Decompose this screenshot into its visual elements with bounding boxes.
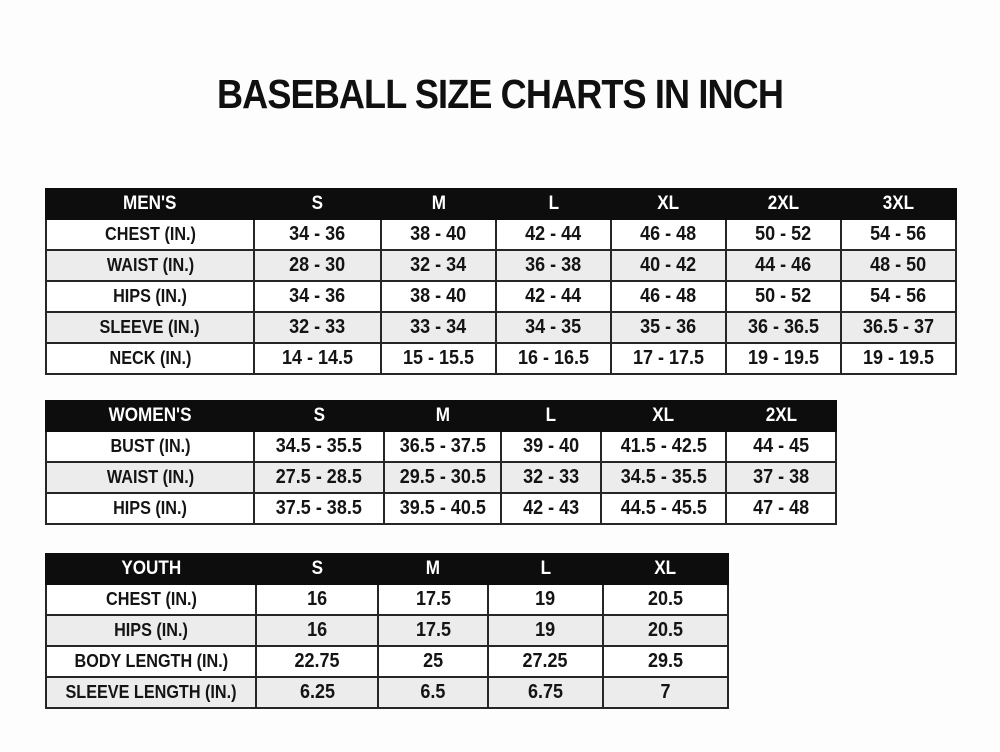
womens-size-value-cell <box>254 493 384 524</box>
size-value-text: 34.5 - 35.5 <box>275 435 363 457</box>
header-label: S <box>311 193 324 214</box>
mens-size-value-cell <box>254 281 381 312</box>
size-value-text: 14 - 14.5 <box>281 347 354 369</box>
mens-size-value-cell <box>841 281 956 312</box>
mens-size-value-cell <box>381 250 496 281</box>
header-label: YOUTH <box>121 558 181 579</box>
womens-measurement-label <box>46 431 254 462</box>
youth-size-value-cell <box>256 584 378 615</box>
size-value-text: 34.5 - 35.5 <box>620 466 707 488</box>
mens-size-value-cell <box>726 312 841 343</box>
size-value-text: 22.75 <box>294 650 340 672</box>
mens-size-value-cell <box>611 281 726 312</box>
mens-size-value-cell <box>611 250 726 281</box>
header-label: XL <box>652 405 675 426</box>
womens-size-table <box>45 400 837 525</box>
size-value-text: 44 - 45 <box>752 435 810 457</box>
womens-size-value-cell <box>384 462 501 493</box>
size-value-text: 39.5 - 40.5 <box>399 497 486 519</box>
womens-size-value-cell <box>726 462 836 493</box>
womens-size-value-cell <box>726 493 836 524</box>
size-value-text: 27.25 <box>522 650 569 672</box>
mens-table-row <box>46 250 956 281</box>
measurement-label-text: CHEST (IN.) <box>105 589 197 609</box>
measurement-label-text: NECK (IN.) <box>109 348 191 368</box>
mens-table-grid <box>45 188 957 375</box>
size-value-text: 36 - 38 <box>525 254 582 276</box>
header-label: S <box>313 405 325 426</box>
mens-size-table <box>45 188 957 375</box>
size-value-text: 33 - 34 <box>410 316 467 338</box>
womens-size-column-header <box>254 401 384 431</box>
mens-measurement-label <box>46 312 254 343</box>
header-label: WOMEN'S <box>108 405 192 426</box>
youth-table-grid <box>45 553 729 709</box>
mens-header-row <box>46 189 956 219</box>
mens-measurement-label <box>46 250 254 281</box>
size-value-text: 19 - 19.5 <box>747 347 820 369</box>
womens-table-grid <box>45 400 837 525</box>
womens-size-value-cell <box>601 431 726 462</box>
page-title: BASEBALL SIZE CHARTS IN INCH <box>216 71 784 117</box>
size-value-text: 16 <box>306 588 328 610</box>
size-value-text: 16 - 16.5 <box>517 347 590 369</box>
size-value-text: 40 - 42 <box>640 254 697 276</box>
mens-size-value-cell <box>381 219 496 250</box>
size-value-text: 17 - 17.5 <box>632 347 705 369</box>
size-value-text: 25 <box>422 650 444 672</box>
measurement-label-text: BUST (IN.) <box>109 436 191 456</box>
mens-size-value-cell <box>841 250 956 281</box>
mens-size-value-cell <box>496 219 611 250</box>
size-value-text: 42 - 44 <box>525 223 582 245</box>
mens-size-column-header <box>496 189 611 219</box>
size-value-text: 19 <box>535 619 556 641</box>
womens-size-column-header <box>726 401 836 431</box>
measurement-label-text: WAIST (IN.) <box>106 255 194 275</box>
size-value-text: 42 - 43 <box>522 497 580 519</box>
womens-group-title <box>46 401 254 431</box>
size-value-text: 42 - 44 <box>525 285 582 307</box>
mens-size-value-cell <box>381 281 496 312</box>
size-value-text: 46 - 48 <box>640 223 697 245</box>
size-value-text: 6.5 <box>420 681 446 703</box>
mens-size-value-cell <box>726 250 841 281</box>
size-value-text: 32 - 33 <box>289 316 346 338</box>
womens-size-value-cell <box>384 493 501 524</box>
womens-size-value-cell <box>601 462 726 493</box>
size-value-text: 36.5 - 37.5 <box>399 435 486 457</box>
size-value-text: 37 - 38 <box>752 466 810 488</box>
size-value-text: 19 <box>535 588 556 610</box>
size-value-text: 34 - 36 <box>289 223 346 245</box>
mens-group-title <box>46 189 254 219</box>
measurement-label-text: SLEEVE (IN.) <box>100 317 200 337</box>
youth-size-column-header <box>378 554 488 584</box>
youth-group-title <box>46 554 256 584</box>
mens-size-value-cell <box>254 343 381 374</box>
mens-size-column-header <box>254 189 381 219</box>
header-label: L <box>548 193 559 214</box>
size-value-text: 38 - 40 <box>410 285 467 307</box>
size-value-text: 15 - 15.5 <box>402 347 475 369</box>
size-value-text: 34 - 35 <box>525 316 582 338</box>
womens-size-column-header <box>384 401 501 431</box>
header-label: XL <box>657 193 680 214</box>
header-label: M <box>435 405 450 426</box>
mens-measurement-label <box>46 219 254 250</box>
size-value-text: 36 - 36.5 <box>747 316 820 338</box>
size-value-text: 34 - 36 <box>289 285 346 307</box>
womens-size-value-cell <box>254 462 384 493</box>
size-value-text: 19 - 19.5 <box>862 347 935 369</box>
youth-size-value-cell <box>256 646 378 677</box>
measurement-label-text: BODY LENGTH (IN.) <box>74 651 228 671</box>
size-value-text: 50 - 52 <box>755 285 812 307</box>
mens-size-value-cell <box>611 312 726 343</box>
mens-size-value-cell <box>496 343 611 374</box>
youth-size-value-cell <box>378 677 488 708</box>
size-value-text: 37.5 - 38.5 <box>275 497 363 519</box>
youth-measurement-label <box>46 677 256 708</box>
mens-size-value-cell <box>726 343 841 374</box>
womens-size-column-header <box>601 401 726 431</box>
measurement-label-text: WAIST (IN.) <box>106 467 194 487</box>
mens-measurement-label <box>46 343 254 374</box>
mens-size-column-header <box>381 189 496 219</box>
womens-size-value-cell <box>254 431 384 462</box>
size-value-text: 17.5 <box>415 619 451 641</box>
youth-header-row <box>46 554 728 584</box>
mens-size-value-cell <box>254 250 381 281</box>
size-value-text: 46 - 48 <box>640 285 697 307</box>
mens-table-row <box>46 343 956 374</box>
size-value-text: 29.5 - 30.5 <box>399 466 486 488</box>
youth-size-value-cell <box>603 584 728 615</box>
mens-size-value-cell <box>726 219 841 250</box>
youth-size-value-cell <box>378 646 488 677</box>
mens-size-value-cell <box>254 312 381 343</box>
youth-measurement-label <box>46 615 256 646</box>
youth-size-value-cell <box>256 677 378 708</box>
womens-table-row <box>46 431 836 462</box>
mens-size-value-cell <box>496 312 611 343</box>
size-value-text: 32 - 34 <box>410 254 467 276</box>
header-label: L <box>540 558 551 579</box>
mens-size-column-header <box>726 189 841 219</box>
youth-table-row <box>46 584 728 615</box>
youth-size-value-cell <box>603 677 728 708</box>
womens-size-value-cell <box>601 493 726 524</box>
mens-size-value-cell <box>726 281 841 312</box>
mens-size-value-cell <box>496 250 611 281</box>
mens-size-value-cell <box>841 312 956 343</box>
size-value-text: 20.5 <box>647 619 684 641</box>
size-value-text: 47 - 48 <box>752 497 810 519</box>
size-value-text: 7 <box>660 681 671 703</box>
womens-measurement-label <box>46 462 254 493</box>
size-value-text: 17.5 <box>415 588 451 610</box>
header-label: M <box>425 558 441 579</box>
measurement-label-text: CHEST (IN.) <box>104 224 196 244</box>
header-label: L <box>545 405 557 426</box>
mens-size-value-cell <box>611 343 726 374</box>
mens-size-value-cell <box>611 219 726 250</box>
mens-size-value-cell <box>841 343 956 374</box>
mens-size-value-cell <box>496 281 611 312</box>
size-value-text: 54 - 56 <box>870 223 927 245</box>
mens-size-value-cell <box>381 343 496 374</box>
size-value-text: 48 - 50 <box>870 254 927 276</box>
header-label: 3XL <box>882 193 915 214</box>
measurement-label-text: SLEEVE LENGTH (IN.) <box>65 682 237 702</box>
header-label: 2XL <box>767 193 800 214</box>
youth-size-value-cell <box>488 677 603 708</box>
header-label: MEN'S <box>123 193 177 214</box>
youth-table-row <box>46 677 728 708</box>
mens-size-value-cell <box>841 219 956 250</box>
youth-size-value-cell <box>256 615 378 646</box>
youth-size-table <box>45 553 729 709</box>
header-label: M <box>431 193 446 214</box>
size-value-text: 27.5 - 28.5 <box>275 466 363 488</box>
youth-table-row <box>46 615 728 646</box>
size-value-text: 41.5 - 42.5 <box>620 435 707 457</box>
womens-header-row <box>46 401 836 431</box>
youth-size-value-cell <box>488 584 603 615</box>
size-value-text: 6.75 <box>527 681 564 703</box>
youth-size-value-cell <box>378 615 488 646</box>
womens-size-value-cell <box>384 431 501 462</box>
size-value-text: 39 - 40 <box>522 435 580 457</box>
size-value-text: 44 - 46 <box>755 254 812 276</box>
size-value-text: 54 - 56 <box>870 285 927 307</box>
header-label: XL <box>654 558 677 579</box>
size-value-text: 38 - 40 <box>410 223 467 245</box>
youth-size-column-header <box>256 554 378 584</box>
size-value-text: 16 <box>306 619 328 641</box>
size-value-text: 44.5 - 45.5 <box>620 497 707 519</box>
header-label: S <box>311 558 323 579</box>
mens-table-row <box>46 281 956 312</box>
size-value-text: 50 - 52 <box>755 223 812 245</box>
size-value-text: 28 - 30 <box>289 254 346 276</box>
youth-size-value-cell <box>603 615 728 646</box>
womens-table-row <box>46 462 836 493</box>
measurement-label-text: HIPS (IN.) <box>113 286 187 306</box>
header-label: 2XL <box>765 405 797 426</box>
youth-size-value-cell <box>488 646 603 677</box>
size-value-text: 36.5 - 37 <box>862 316 935 338</box>
youth-size-value-cell <box>378 584 488 615</box>
womens-table-row <box>46 493 836 524</box>
size-value-text: 32 - 33 <box>522 466 580 488</box>
mens-table-row <box>46 312 956 343</box>
youth-size-column-header <box>488 554 603 584</box>
size-value-text: 29.5 <box>647 650 684 672</box>
youth-size-value-cell <box>488 615 603 646</box>
youth-size-column-header <box>603 554 728 584</box>
mens-measurement-label <box>46 281 254 312</box>
measurement-label-text: HIPS (IN.) <box>113 498 187 518</box>
womens-size-column-header <box>501 401 601 431</box>
womens-size-value-cell <box>726 431 836 462</box>
mens-size-value-cell <box>254 219 381 250</box>
size-value-text: 35 - 36 <box>640 316 697 338</box>
womens-size-value-cell <box>501 431 601 462</box>
womens-size-value-cell <box>501 493 601 524</box>
size-value-text: 20.5 <box>647 588 684 610</box>
youth-size-value-cell <box>603 646 728 677</box>
youth-measurement-label <box>46 584 256 615</box>
mens-size-column-header <box>611 189 726 219</box>
mens-size-value-cell <box>381 312 496 343</box>
measurement-label-text: HIPS (IN.) <box>114 620 188 640</box>
mens-table-row <box>46 219 956 250</box>
youth-measurement-label <box>46 646 256 677</box>
mens-size-column-header <box>841 189 956 219</box>
womens-size-value-cell <box>501 462 601 493</box>
size-value-text: 6.25 <box>299 681 335 703</box>
womens-measurement-label <box>46 493 254 524</box>
youth-table-row <box>46 646 728 677</box>
